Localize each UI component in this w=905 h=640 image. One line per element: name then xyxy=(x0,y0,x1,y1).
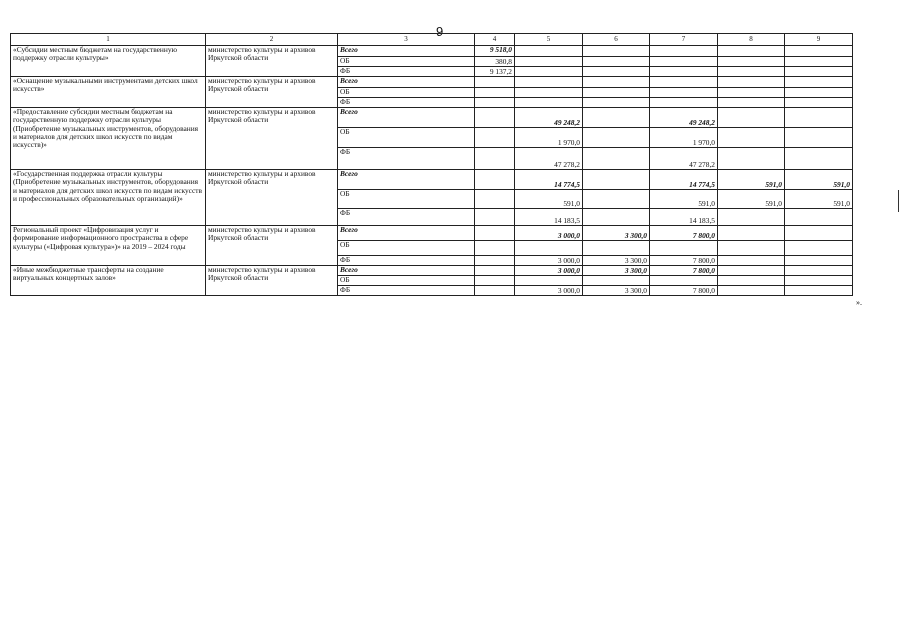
amount-cell: 7 800,0 xyxy=(650,256,718,266)
event-name: «Предоставление субсидии местным бюджетам на государственную поддержку отрасли культуры (Приобретение музыкальных инструментов, оборудования и материалов для детских школ искусств по видам искусств)» xyxy=(11,108,206,170)
amount-cell: 3 000,0 xyxy=(515,226,583,241)
amount-cell xyxy=(515,276,583,286)
event-name: «Оснащение музыкальными инструментами детских школ искусств» xyxy=(11,77,206,108)
amount-cell: 3 000,0 xyxy=(515,266,583,276)
amount-cell: 7 800,0 xyxy=(650,226,718,241)
funding-source: Всего xyxy=(338,266,475,276)
amount-cell xyxy=(785,256,853,266)
event-name: «Государственная поддержка отрасли культуры (Приобретение музыкальных инструментов, оборудования и материалов для детских школ искусств по видам искусств и профессиональных образовательных организаций)» xyxy=(11,170,206,226)
funding-source: Всего xyxy=(338,226,475,241)
table-row xyxy=(11,266,853,276)
amount-cell xyxy=(583,128,650,148)
amount-cell xyxy=(583,67,650,77)
amount-cell xyxy=(718,57,785,67)
amount-cell xyxy=(583,77,650,88)
amount-cell xyxy=(785,241,853,256)
responsible-executor: министерство культуры и архивов Иркутской области xyxy=(206,266,338,296)
amount-cell: 3 000,0 xyxy=(515,286,583,296)
amount-cell xyxy=(583,108,650,128)
funding-source: ОБ xyxy=(338,190,475,209)
amount-cell: 49 248,2 xyxy=(650,108,718,128)
column-number-7: 7 xyxy=(650,34,718,46)
responsible-executor: министерство культуры и архивов Иркутской области xyxy=(206,226,338,266)
amount-cell: 591,0 xyxy=(785,190,853,209)
funding-source: Всего xyxy=(338,170,475,190)
amount-cell xyxy=(718,286,785,296)
amount-cell xyxy=(785,128,853,148)
page-number: 9 xyxy=(436,24,444,39)
amount-cell: 3 300,0 xyxy=(583,286,650,296)
amount-cell: 3 300,0 xyxy=(583,256,650,266)
amount-cell xyxy=(475,209,515,226)
amount-cell xyxy=(583,276,650,286)
amount-cell: 7 800,0 xyxy=(650,286,718,296)
amount-cell xyxy=(475,256,515,266)
amount-cell xyxy=(650,241,718,256)
amount-cell xyxy=(515,77,583,88)
amount-cell xyxy=(718,226,785,241)
amount-cell xyxy=(475,148,515,170)
amount-cell xyxy=(650,46,718,57)
amount-cell: 3 000,0 xyxy=(515,256,583,266)
funding-source: ФБ xyxy=(338,67,475,77)
amount-cell xyxy=(515,98,583,108)
amount-cell xyxy=(583,209,650,226)
amount-cell: 380,8 xyxy=(475,57,515,67)
amount-cell xyxy=(718,67,785,77)
funding-source: Всего xyxy=(338,46,475,57)
amount-cell xyxy=(475,98,515,108)
funding-source: ОБ xyxy=(338,241,475,256)
amount-cell xyxy=(475,77,515,88)
amount-cell: 1 970,0 xyxy=(650,128,718,148)
funding-source: ФБ xyxy=(338,286,475,296)
amount-cell xyxy=(718,209,785,226)
amount-cell xyxy=(650,88,718,98)
funding-source: Всего xyxy=(338,77,475,88)
amount-cell xyxy=(785,266,853,276)
amount-cell xyxy=(650,57,718,67)
amount-cell xyxy=(718,88,785,98)
amount-cell xyxy=(785,148,853,170)
amount-cell: 1 970,0 xyxy=(515,128,583,148)
amount-cell xyxy=(785,108,853,128)
margin-mark xyxy=(898,190,899,212)
amount-cell xyxy=(475,266,515,276)
amount-cell: 14 774,5 xyxy=(650,170,718,190)
amount-cell xyxy=(583,88,650,98)
amount-cell xyxy=(718,241,785,256)
amount-cell xyxy=(583,148,650,170)
column-number-1: 1 xyxy=(11,34,206,46)
amount-cell xyxy=(515,241,583,256)
responsible-executor: министерство культуры и архивов Иркутской области xyxy=(206,108,338,170)
responsible-executor: министерство культуры и архивов Иркутской области xyxy=(206,77,338,108)
amount-cell xyxy=(718,148,785,170)
amount-cell: 591,0 xyxy=(650,190,718,209)
amount-cell xyxy=(475,286,515,296)
funding-source: ФБ xyxy=(338,98,475,108)
amount-cell xyxy=(785,209,853,226)
amount-cell: 49 248,2 xyxy=(515,108,583,128)
amount-cell xyxy=(718,128,785,148)
budget-table xyxy=(10,33,853,296)
column-number-4: 4 xyxy=(475,34,515,46)
funding-source: ОБ xyxy=(338,276,475,286)
closing-quote-mark: ». xyxy=(856,298,862,307)
responsible-executor: министерство культуры и архивов Иркутской области xyxy=(206,170,338,226)
amount-cell xyxy=(785,46,853,57)
amount-cell xyxy=(718,98,785,108)
amount-cell: 591,0 xyxy=(515,190,583,209)
amount-cell xyxy=(785,67,853,77)
amount-cell: 14 774,5 xyxy=(515,170,583,190)
amount-cell xyxy=(785,57,853,67)
amount-cell xyxy=(785,88,853,98)
column-number-8: 8 xyxy=(718,34,785,46)
amount-cell xyxy=(718,46,785,57)
funding-source: ОБ xyxy=(338,128,475,148)
funding-source: ФБ xyxy=(338,256,475,266)
amount-cell: 47 278,2 xyxy=(650,148,718,170)
amount-cell xyxy=(583,46,650,57)
event-name: «Субсидии местным бюджетам на государственную поддержку отрасли культуры» xyxy=(11,46,206,77)
amount-cell xyxy=(785,276,853,286)
responsible-executor: министерство культуры и архивов Иркутской области xyxy=(206,46,338,77)
amount-cell xyxy=(475,108,515,128)
column-number-6: 6 xyxy=(583,34,650,46)
table-row xyxy=(11,108,853,128)
amount-cell xyxy=(475,226,515,241)
table-row xyxy=(11,170,853,190)
amount-cell xyxy=(583,241,650,256)
amount-cell xyxy=(515,67,583,77)
amount-cell xyxy=(650,67,718,77)
column-number-9: 9 xyxy=(785,34,853,46)
table-row xyxy=(11,77,853,88)
amount-cell xyxy=(718,266,785,276)
amount-cell xyxy=(583,98,650,108)
column-number-2: 2 xyxy=(206,34,338,46)
event-name: Региональный проект «Цифровизация услуг и формирование информационного пространства в сфере культуры («Цифровая культура»)» на 2019 – 2024 годы xyxy=(11,226,206,266)
amount-cell xyxy=(650,77,718,88)
amount-cell: 591,0 xyxy=(718,190,785,209)
amount-cell: 14 183,5 xyxy=(650,209,718,226)
amount-cell xyxy=(475,241,515,256)
amount-cell xyxy=(650,276,718,286)
amount-cell: 591,0 xyxy=(785,170,853,190)
amount-cell xyxy=(718,77,785,88)
table-row xyxy=(11,226,853,241)
funding-source: ОБ xyxy=(338,88,475,98)
amount-cell xyxy=(475,276,515,286)
amount-cell xyxy=(583,170,650,190)
amount-cell: 9 518,0 xyxy=(475,46,515,57)
amount-cell: 14 183,5 xyxy=(515,209,583,226)
column-number-5: 5 xyxy=(515,34,583,46)
amount-cell xyxy=(718,256,785,266)
amount-cell xyxy=(785,226,853,241)
table-row xyxy=(11,46,853,57)
amount-cell xyxy=(515,88,583,98)
column-number-row xyxy=(11,34,853,46)
amount-cell xyxy=(718,108,785,128)
amount-cell: 3 300,0 xyxy=(583,226,650,241)
amount-cell: 47 278,2 xyxy=(515,148,583,170)
column-number-3: 3 xyxy=(338,34,475,46)
amount-cell xyxy=(583,57,650,67)
amount-cell xyxy=(515,46,583,57)
amount-cell xyxy=(475,170,515,190)
amount-cell xyxy=(718,276,785,286)
amount-cell xyxy=(785,286,853,296)
amount-cell xyxy=(475,88,515,98)
amount-cell: 591,0 xyxy=(718,170,785,190)
amount-cell xyxy=(785,98,853,108)
funding-source: Всего xyxy=(338,108,475,128)
amount-cell xyxy=(583,190,650,209)
amount-cell xyxy=(650,98,718,108)
amount-cell: 9 137,2 xyxy=(475,67,515,77)
amount-cell xyxy=(475,128,515,148)
funding-source: ОБ xyxy=(338,57,475,67)
amount-cell xyxy=(475,190,515,209)
amount-cell: 3 300,0 xyxy=(583,266,650,276)
funding-source: ФБ xyxy=(338,148,475,170)
event-name: «Иные межбюджетные трансферты на создание виртуальных концертных залов» xyxy=(11,266,206,296)
funding-source: ФБ xyxy=(338,209,475,226)
amount-cell: 7 800,0 xyxy=(650,266,718,276)
amount-cell xyxy=(785,77,853,88)
amount-cell xyxy=(515,57,583,67)
